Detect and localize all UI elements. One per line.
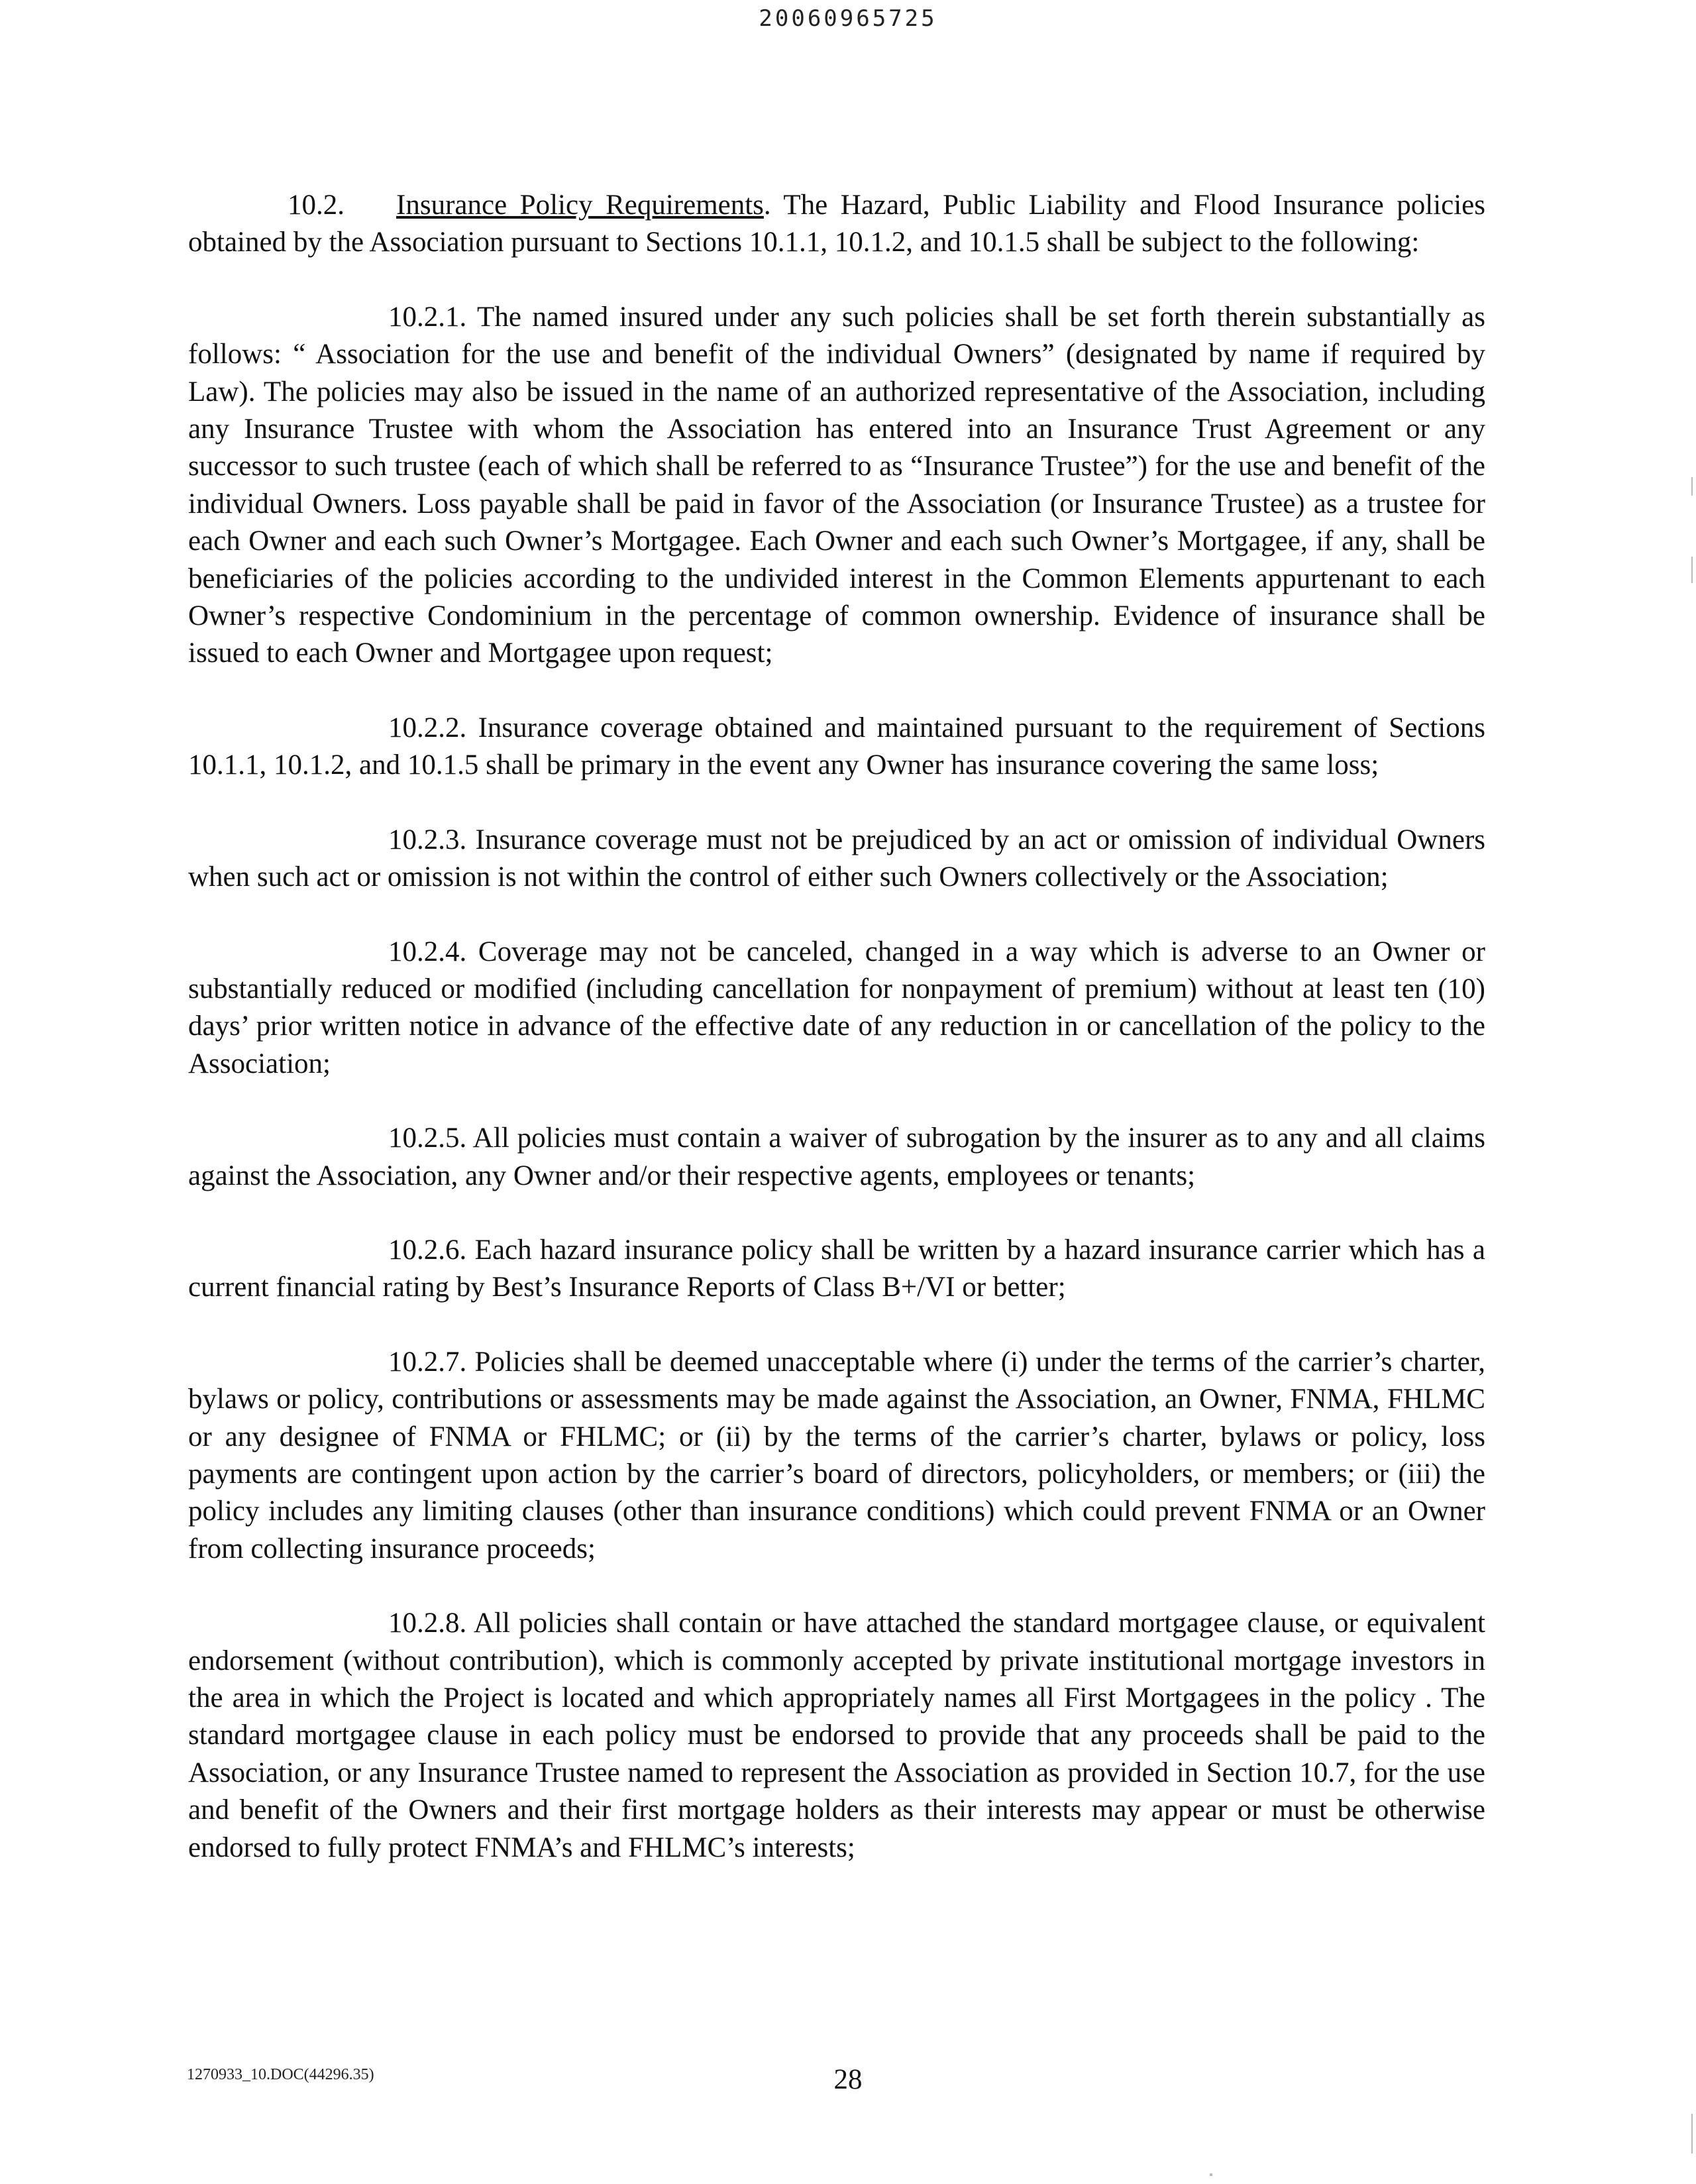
document-body bbox=[188, 187, 1485, 1904]
subsection-10-2-5: 10.2.5. All policies must contain a waiver of subrogation by the insurer as to any and all claims against the Association, any Owner and/or their respective agents, employees or tenants; bbox=[188, 1122, 1485, 1191]
scan-edge-mark bbox=[1691, 557, 1693, 583]
subsection-10-2-4: 10.2.4. Coverage may not be canceled, changed in a way which is adverse to an Owner or substantially reduced or modified (including cancellation for nonpayment of premium) without at least ten (10) days’ prior written notice in advance of the effective date of any reduction in or cancellation of the policy to the Association; bbox=[188, 936, 1485, 1079]
subsection-10-2-8: 10.2.8. All policies shall contain or have attached the standard mortgagee clause, or equivalent endorsement (without contribution), which is commonly accepted by private institutional mortgage investors in the area in which the Project is located and which appropriately names all First Mortgagees in the policy . The standard mortgagee clause in each policy must be endorsed to provide that any proceeds shall be paid to the Association, or any Insurance Trustee named to represent the Association as provided in Section 10.7, for the use and benefit of the Owners and their first mortgage holders as their interests may appear or must be otherwise endorsed to fully protect FNMA’s and FHLMC’s interests; bbox=[188, 1608, 1485, 1863]
subsection-10-2-1: 10.2.1. The named insured under any such policies shall be set forth therein substantially as follows: “ Association for the use and benefit of the individual Owners” (designated by name if required by Law). The policies may also be issued in the name of an authorized representative of the Association, including any Insurance Trustee with whom the Association has entered into an Insurance Trust Agreement or any successor to such trustee (each of which shall be referred to as “Insurance Trustee”) for the use and benefit of the individual Owners. Loss payable shall be paid in favor of the Association (or Insurance Trustee) as a trustee for each Owner and each such Owner’s Mortgagee. Each Owner and each such Owner’s Mortgagee, if any, shall be beneficiaries of the policies according to the undivided interest in the Common Elements appurtenant to each Owner’s respective Condominium in the percentage of common ownership. Evidence of insurance shall be issued to each Owner and Mortgagee upon request; bbox=[188, 301, 1485, 669]
page-number: 28 bbox=[833, 2064, 863, 2095]
subsection-10-2-3: 10.2.3. Insurance coverage must not be prejudiced by an act or omission of individual Owners when such act or omission is not within the control of either such Owners collectively or the Association; bbox=[188, 824, 1485, 893]
section-number: 10.2. bbox=[288, 190, 344, 221]
scan-dot bbox=[1210, 2173, 1212, 2176]
footer-document-reference: 1270933_10.DOC(44296.35) bbox=[187, 2066, 374, 2083]
section-heading: Insurance Policy Requirements bbox=[396, 190, 764, 221]
section-intro: . The Hazard, Public Liability and Flood Insurance policies obtained by the Association pursuant to Sections 10.1.1, 10.1.2, and 10.1.5 shall be subject to the following: bbox=[188, 190, 1485, 258]
subsection-10-2-7: 10.2.7. Policies shall be deemed unacceptable where (i) under the terms of the carrier’s charter, bylaws or policy, contributions or assessments may be made against the Association, an Owner, FNMA, FHLMC or any designee of FNMA or FHLMC; or (ii) by the terms of the carrier’s charter, bylaws or policy, loss payments are contingent upon action by the carrier’s board of directors, policyholders, or members; or (iii) the policy includes any limiting clauses (other than insurance conditions) which could prevent FNMA or an Owner from collecting insurance proceeds; bbox=[188, 1346, 1485, 1564]
subsection-10-2-2: 10.2.2. Insurance coverage obtained and maintained pursuant to the requirement of Sections 10.1.1, 10.1.2, and 10.1.5 shall be primary in the event any Owner has insurance covering the same loss; bbox=[188, 712, 1485, 781]
document-number: 20060965725 bbox=[759, 5, 937, 32]
scan-edge-mark bbox=[1691, 477, 1693, 496]
subsection-10-2-6: 10.2.6. Each hazard insurance policy shall be written by a hazard insurance carrier which has a current financial rating by Best’s Insurance Reports of Class B+/VI or better; bbox=[188, 1234, 1485, 1303]
section-10-2-paragraph bbox=[188, 187, 1485, 262]
scan-edge-mark bbox=[1691, 2114, 1693, 2154]
